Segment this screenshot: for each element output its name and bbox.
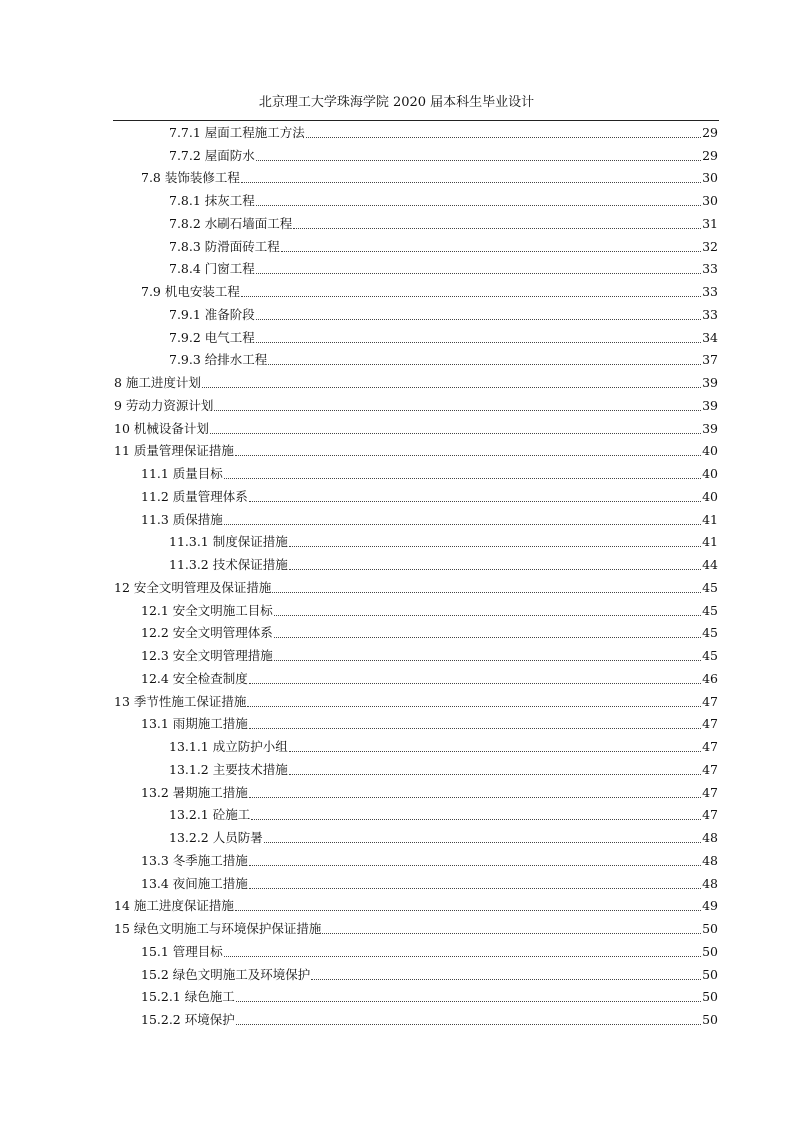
toc-entry-page-number: 44 — [702, 557, 718, 572]
toc-entry-page-number: 47 — [702, 761, 718, 777]
toc-entry[interactable] — [114, 915, 718, 938]
toc-entry[interactable] — [114, 187, 718, 210]
toc-entry-page-number: 39 — [702, 375, 718, 390]
toc-entry-page-number: 30 — [702, 193, 718, 208]
dot-leader — [247, 706, 701, 707]
toc-entry[interactable] — [114, 938, 718, 961]
toc-entry-label: 11.2 质量管理体系 — [141, 488, 248, 504]
toc-entry-page-number: 46 — [702, 670, 718, 686]
toc-entry-label: 7.7.1 屋面工程施工方法 — [169, 124, 305, 140]
toc-entry-label: 9 劳动力资源计划 — [114, 397, 214, 413]
toc-entry-page-number: 41 — [702, 534, 718, 550]
toc-entry[interactable] — [114, 278, 718, 301]
toc-entry-label: 14 施工进度保证措施 — [114, 898, 234, 914]
toc-entry[interactable] — [114, 483, 718, 506]
toc-entry-page-number: 40 — [702, 466, 718, 481]
toc-entry-page-number: 47 — [702, 784, 718, 800]
toc-entry-label: 11.3 质保措施 — [141, 511, 223, 527]
dot-leader — [306, 137, 701, 138]
toc-entry-label: 13.2.1 砼施工 — [169, 807, 251, 823]
toc-entry[interactable] — [114, 870, 718, 893]
toc-entry-page-number: 50 — [702, 989, 718, 1005]
dot-leader — [241, 296, 701, 297]
toc-entry-page-number: 50 — [702, 1012, 718, 1027]
toc-entry[interactable] — [114, 438, 718, 461]
toc-entry-page-number: 31 — [702, 215, 718, 231]
toc-entry-label: 13.3 冬季施工措施 — [141, 852, 248, 868]
header-title: 北京理工大学珠海学院 2020 届本科生毕业设计 — [258, 95, 535, 110]
toc-entry-page-number: 48 — [702, 852, 718, 868]
dot-leader — [251, 819, 701, 820]
toc-entry-label: 12.3 安全文明管理措施 — [141, 648, 273, 663]
dot-leader — [289, 774, 701, 775]
toc-entry[interactable] — [114, 756, 718, 779]
dot-leader — [241, 182, 701, 183]
toc-entry[interactable] — [114, 142, 718, 165]
toc-entry[interactable] — [114, 688, 718, 711]
toc-entry-label: 7.8 装饰装修工程 — [141, 170, 240, 186]
toc-entry-page-number: 50 — [702, 943, 718, 959]
toc-entry-label: 7.7.2 屋面防水 — [169, 147, 255, 163]
toc-entry-label: 7.8.1 抹灰工程 — [169, 193, 255, 208]
toc-entry-label: 10 机械设备计划 — [114, 420, 209, 436]
dot-leader — [235, 455, 701, 456]
toc-entry-page-number: 39 — [702, 420, 718, 436]
toc-entry[interactable] — [114, 415, 718, 438]
toc-entry-page-number: 47 — [702, 693, 718, 709]
toc-entry-label: 13.1.1 成立防护小组 — [169, 739, 288, 754]
toc-entry-label: 13.1 雨期施工措施 — [141, 716, 248, 732]
toc-entry[interactable] — [114, 256, 718, 279]
dot-leader — [249, 865, 701, 866]
toc-entry[interactable] — [114, 824, 718, 847]
dot-leader — [256, 342, 701, 343]
toc-entry-label: 7.9.3 给排水工程 — [169, 352, 268, 368]
toc-entry-label: 13.1.2 主要技术措施 — [169, 761, 288, 777]
dot-leader — [249, 728, 701, 729]
toc-entry-label: 15.2.2 环境保护 — [141, 1012, 235, 1027]
toc-entry[interactable] — [114, 642, 718, 665]
toc-entry-label: 15.2.1 绿色施工 — [141, 989, 235, 1005]
toc-entry-label: 8 施工进度计划 — [114, 375, 201, 390]
dot-leader — [202, 387, 701, 388]
toc-entry-page-number: 40 — [702, 443, 718, 459]
toc-entry-label: 12.1 安全文明施工目标 — [141, 602, 273, 618]
dot-leader — [236, 1024, 701, 1025]
toc-entry[interactable] — [114, 506, 718, 529]
toc-entry[interactable] — [114, 802, 718, 825]
toc-entry-label: 12.2 安全文明管理体系 — [141, 625, 273, 641]
toc-entry[interactable] — [114, 529, 718, 552]
dot-leader — [249, 683, 701, 684]
dot-leader — [264, 842, 701, 843]
dot-leader — [256, 273, 701, 274]
toc-entry-page-number: 33 — [702, 306, 718, 322]
dot-leader — [224, 956, 701, 957]
toc-entry-page-number: 41 — [702, 511, 718, 527]
toc-entry-page-number: 47 — [702, 716, 718, 732]
toc-entry-page-number: 47 — [702, 807, 718, 823]
toc-entry-page-number: 29 — [702, 147, 718, 163]
toc-entry[interactable] — [114, 1006, 718, 1029]
dot-leader — [322, 933, 701, 934]
toc-entry[interactable] — [114, 369, 718, 392]
toc-entry[interactable] — [114, 301, 718, 324]
toc-entry[interactable] — [114, 779, 718, 802]
toc-entry-label: 7.8.2 水刷石墙面工程 — [169, 215, 293, 231]
dot-leader — [249, 888, 701, 889]
dot-leader — [274, 660, 701, 661]
toc-entry[interactable] — [114, 347, 718, 370]
dot-leader — [214, 410, 701, 411]
toc-entry-label: 11.1 质量目标 — [141, 466, 223, 481]
dot-leader — [274, 615, 701, 616]
dot-leader — [210, 433, 701, 434]
toc-entry[interactable] — [114, 847, 718, 870]
table-of-contents — [114, 119, 718, 1029]
toc-entry-label: 7.9 机电安装工程 — [141, 284, 240, 299]
dot-leader — [311, 979, 701, 980]
toc-entry[interactable] — [114, 574, 718, 597]
toc-entry-page-number: 39 — [702, 397, 718, 413]
toc-entry-page-number: 45 — [702, 625, 718, 641]
toc-entry-label: 7.9.2 电气工程 — [169, 329, 255, 345]
toc-entry[interactable] — [114, 324, 718, 347]
toc-entry-label: 13.4 夜间施工措施 — [141, 875, 248, 891]
toc-entry[interactable] — [114, 597, 718, 620]
toc-entry-page-number: 47 — [702, 739, 718, 754]
toc-entry[interactable] — [114, 460, 718, 483]
toc-entry-page-number: 40 — [702, 488, 718, 504]
toc-entry-page-number: 45 — [702, 579, 718, 595]
toc-entry-label: 13 季节性施工保证措施 — [114, 693, 247, 709]
toc-entry-page-number: 50 — [702, 921, 718, 936]
dot-leader — [236, 1001, 701, 1002]
toc-entry[interactable] — [114, 119, 718, 142]
dot-leader — [272, 592, 701, 593]
toc-entry[interactable] — [114, 711, 718, 734]
toc-entry-page-number: 33 — [702, 261, 718, 277]
toc-entry-label: 13.2.2 人员防暑 — [169, 830, 263, 845]
dot-leader — [274, 637, 701, 638]
toc-entry[interactable] — [114, 984, 718, 1007]
toc-entry[interactable] — [114, 893, 718, 916]
dot-leader — [224, 478, 701, 479]
toc-entry-page-number: 34 — [702, 329, 718, 345]
dot-leader — [256, 319, 701, 320]
toc-entry[interactable] — [114, 392, 718, 415]
toc-entry-label: 7.9.1 准备阶段 — [169, 306, 255, 322]
dot-leader — [289, 751, 701, 752]
page-header — [0, 95, 793, 111]
dot-leader — [281, 251, 701, 252]
toc-entry-label: 15 绿色文明施工与环境保护保证措施 — [114, 921, 322, 936]
toc-entry[interactable] — [114, 210, 718, 233]
toc-entry[interactable] — [114, 961, 718, 984]
toc-entry-label: 11 质量管理保证措施 — [114, 443, 234, 459]
dot-leader — [289, 569, 701, 570]
toc-entry-page-number: 48 — [702, 830, 718, 845]
toc-entry-page-number: 45 — [702, 648, 718, 663]
toc-entry-label: 15.1 管理目标 — [141, 943, 223, 959]
toc-entry-label: 12 安全文明管理及保证措施 — [114, 579, 272, 595]
toc-entry[interactable] — [114, 665, 718, 688]
toc-entry-label: 15.2 绿色文明施工及环境保护 — [141, 966, 311, 982]
toc-entry-label: 7.8.3 防滑面砖工程 — [169, 238, 280, 254]
dot-leader — [256, 160, 701, 161]
toc-entry-label: 11.3.1 制度保证措施 — [169, 534, 288, 550]
toc-entry-page-number: 50 — [702, 966, 718, 982]
toc-entry[interactable] — [114, 551, 718, 574]
dot-leader — [256, 205, 701, 206]
toc-entry-label: 13.2 暑期施工措施 — [141, 784, 248, 800]
toc-entry[interactable] — [114, 733, 718, 756]
toc-entry-label: 7.8.4 门窗工程 — [169, 261, 255, 277]
toc-entry[interactable] — [114, 620, 718, 643]
dot-leader — [249, 797, 701, 798]
toc-entry[interactable] — [114, 165, 718, 188]
toc-entry-page-number: 29 — [702, 124, 718, 140]
dot-leader — [289, 546, 701, 547]
toc-entry-page-number: 30 — [702, 170, 718, 186]
dot-leader — [293, 228, 701, 229]
toc-entry-label: 12.4 安全检查制度 — [141, 670, 248, 686]
dot-leader — [224, 524, 701, 525]
toc-entry-label: 11.3.2 技术保证措施 — [169, 557, 288, 572]
dot-leader — [268, 364, 701, 365]
toc-entry-page-number: 32 — [702, 238, 718, 254]
dot-leader — [249, 501, 701, 502]
toc-entry-page-number: 45 — [702, 602, 718, 618]
dot-leader — [235, 910, 701, 911]
toc-entry-page-number: 37 — [702, 352, 718, 368]
toc-entry-page-number: 48 — [702, 875, 718, 891]
toc-entry-page-number: 49 — [702, 898, 718, 914]
toc-entry[interactable] — [114, 233, 718, 256]
toc-entry-page-number: 33 — [702, 284, 718, 299]
